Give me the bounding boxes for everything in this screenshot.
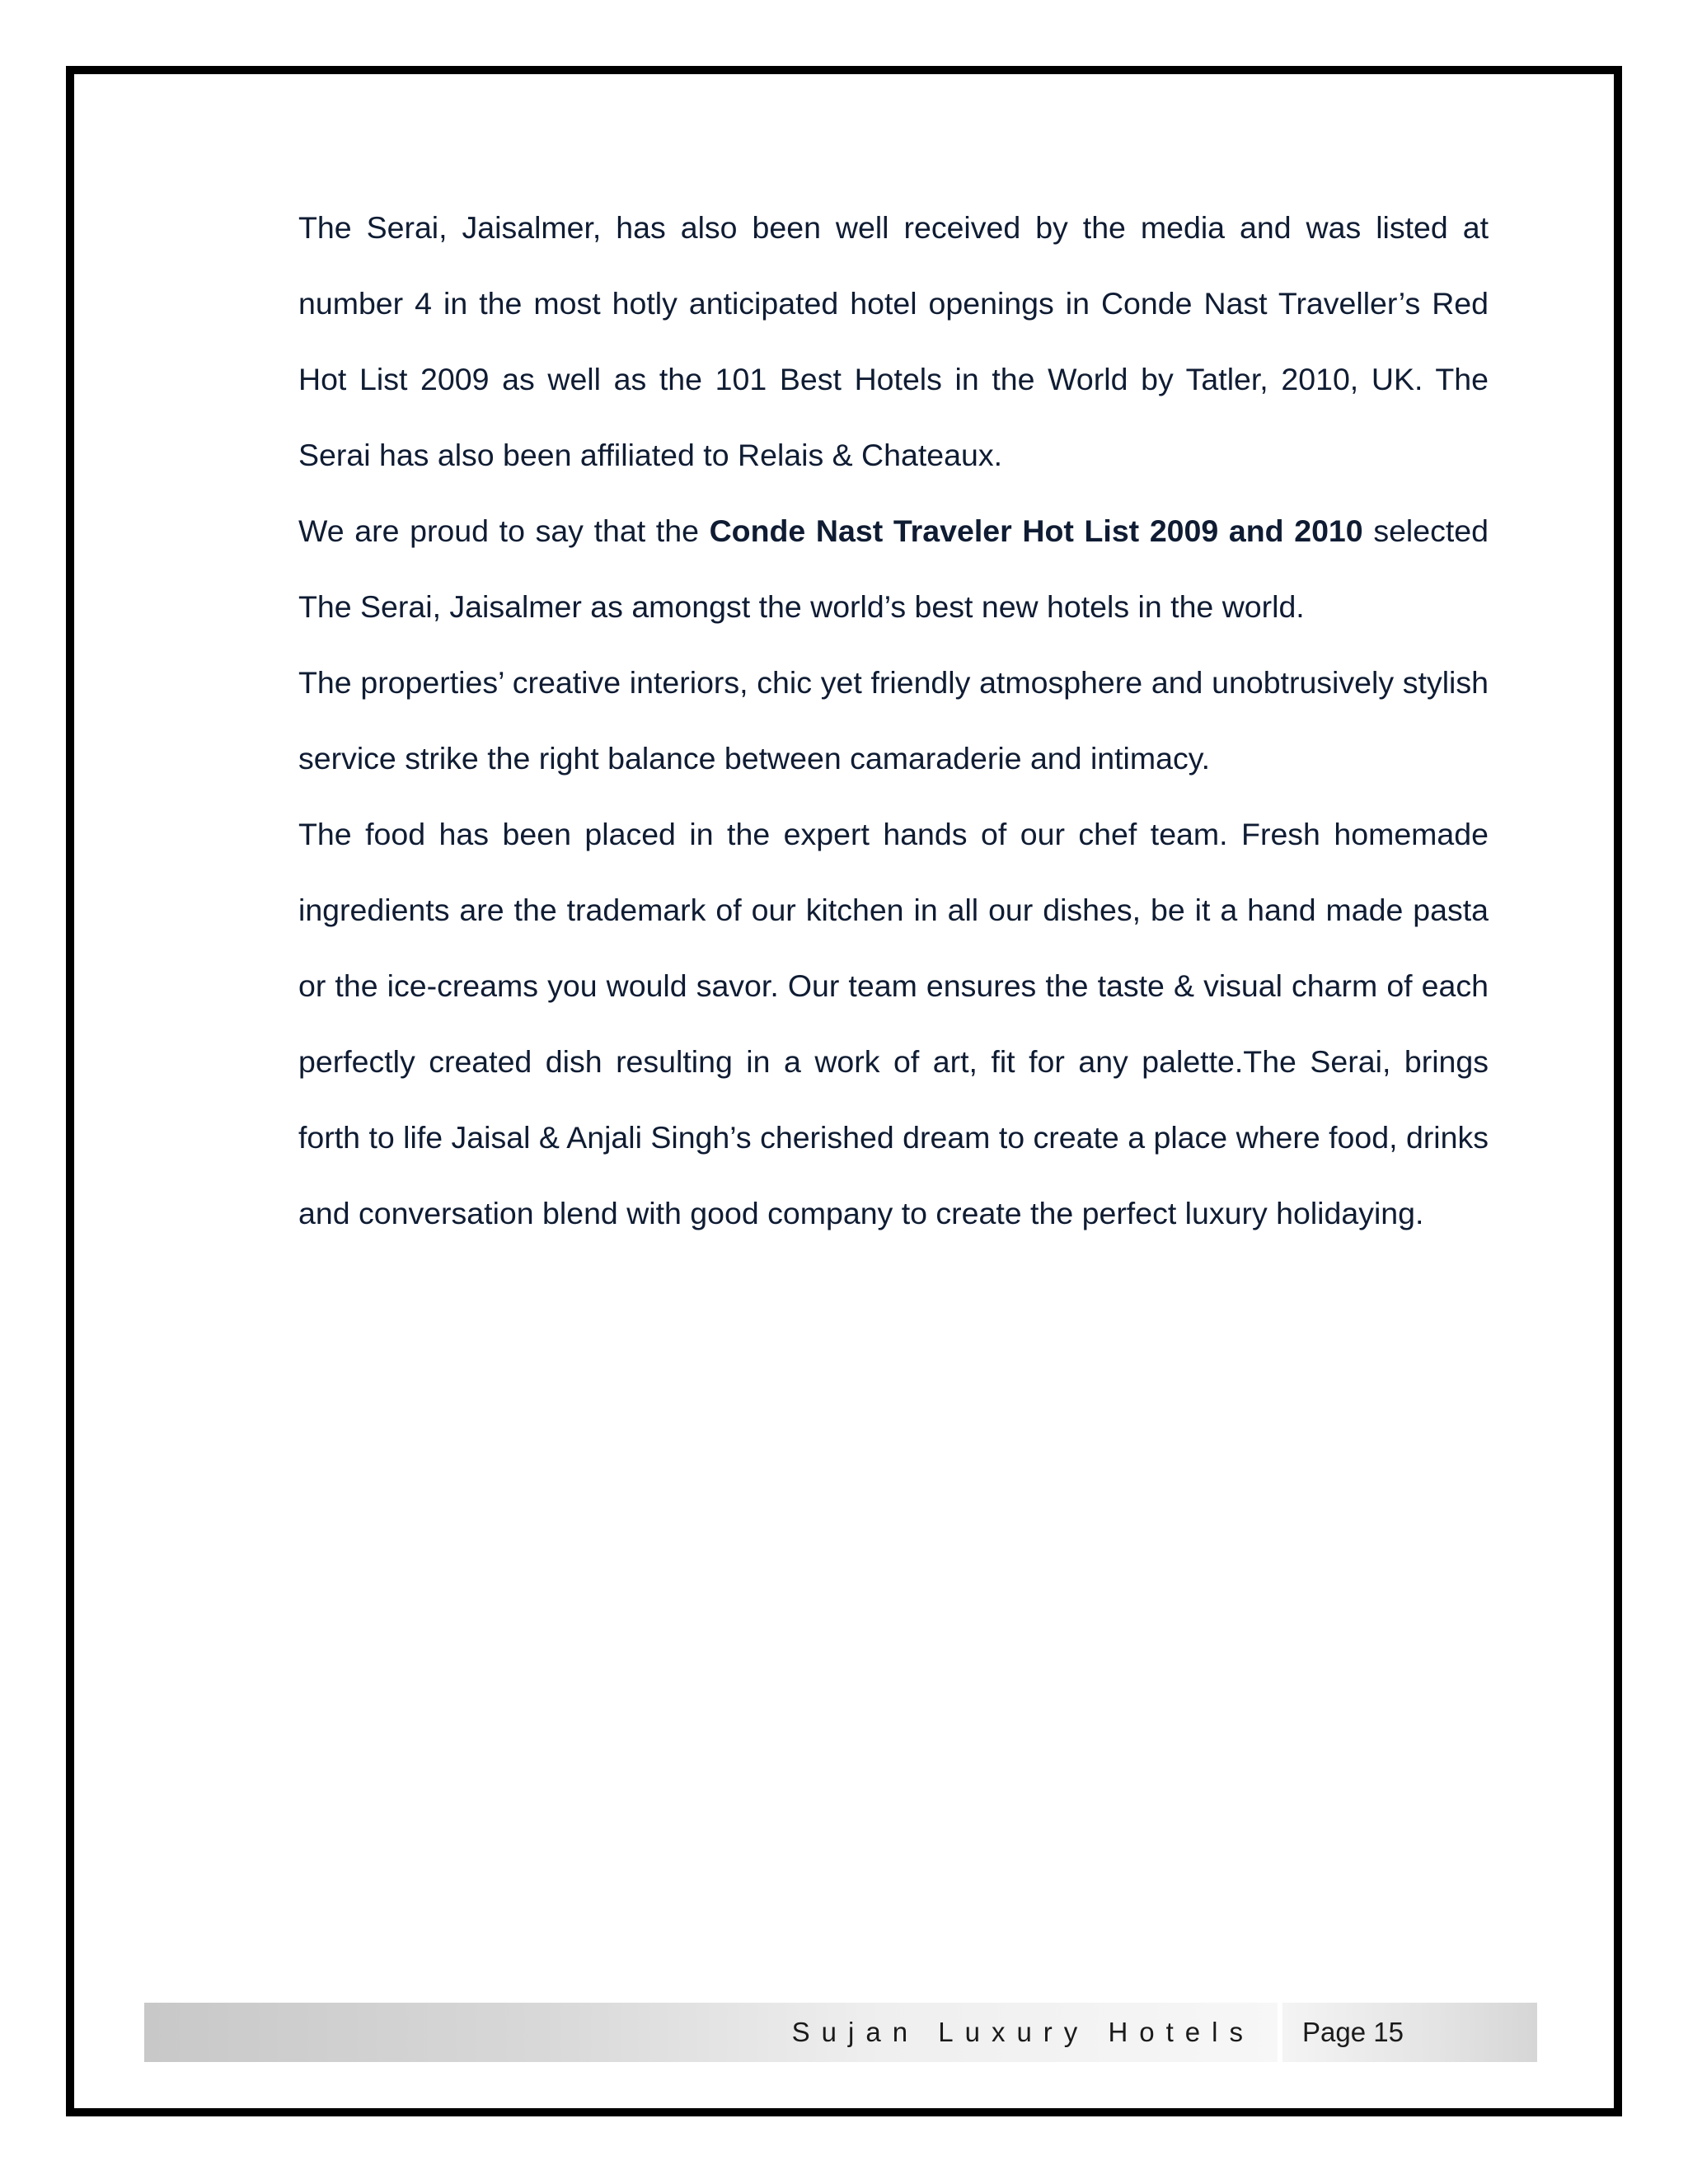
page-number: Page 15	[1302, 2017, 1404, 2047]
footer-page-band	[1282, 2003, 1537, 2062]
paragraph-food: The food has been placed in the expert hands of our chef team. Fresh homemade ingredients are the trademark of our kitchen in all our dishes, be it a hand made pasta or the ice-creams you would savor. Our team ensures the taste & visual charm of each perfectly created dish resulting in a work of art, fit for any palette.The Serai, brings forth to life Jaisal & Anjali Singh’s cherished dream to create a place where food, drinks and conversation blend with good company to create the perfect luxury holidaying.	[298, 817, 1489, 1230]
paragraph-conde-nast-rest: selected The Serai, Jaisalmer as amongst the world’s best new hotels in the world.	[298, 513, 1489, 624]
paragraph-conde-nast	[298, 493, 1489, 644]
paragraph-media-reception: The Serai, Jaisalmer, has also been well received by the media and was listed at number 4 in the most hotly anticipated hotel openings in Conde Nast Traveller’s Red Hot List 2009 as well as the 101 Best Hotels in the World by Tatler, 2010, UK. The Serai has also been affiliated to Relais & Chateaux.	[298, 210, 1489, 472]
footer-company-band	[144, 2003, 1278, 2062]
paragraph-interiors: The properties’ creative interiors, chic yet friendly atmosphere and unobtrusively stylish service strike the right balance between camaraderie and intimacy.	[298, 665, 1489, 776]
paragraph-conde-nast-highlight: Conde Nast Traveler Hot List 2009 and 2010	[709, 513, 1363, 548]
footer-company-name: Sujan Luxury Hotels	[791, 2017, 1254, 2047]
page-footer	[144, 2003, 1537, 2062]
paragraph-conde-nast-intro: We are proud to say that the	[298, 513, 710, 548]
body-text	[298, 190, 1489, 1251]
